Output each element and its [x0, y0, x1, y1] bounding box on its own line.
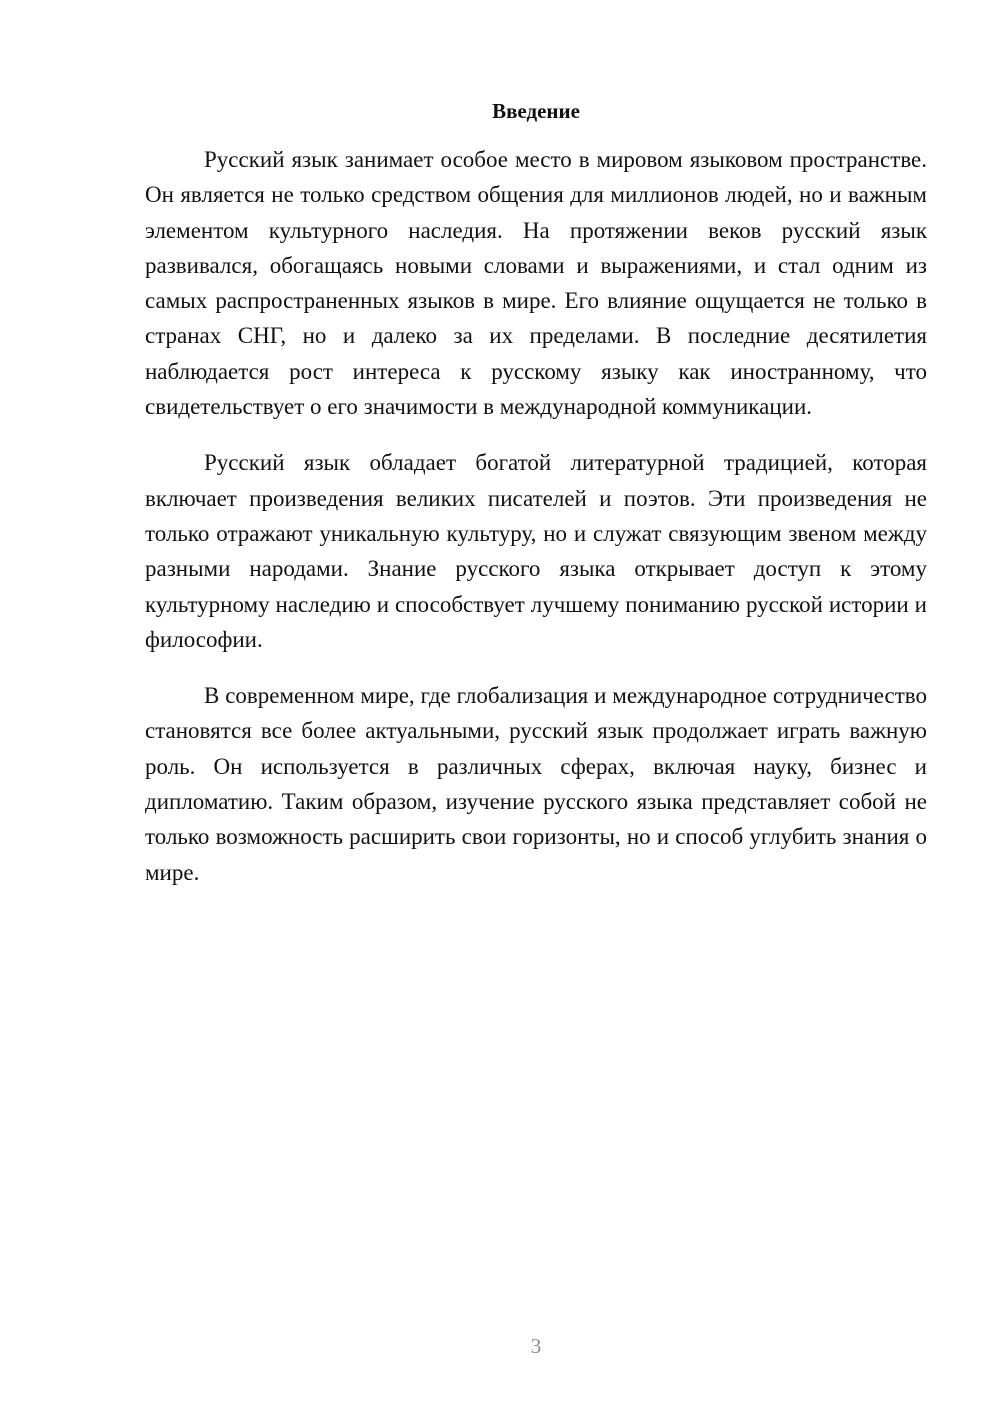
body-text [145, 142, 927, 911]
paragraph-2: Русский язык обладает богатой литературной традицией, которая включает произведения великих писателей и поэтов. Эти произведения не только отражают уникальную культуру, но и служат связующим звеном между разными народами. Знание русского языка открывает доступ к этому культурному наследию и способствует лучшему пониманию русской истории и философии. [145, 450, 927, 652]
section-title: Введение [492, 99, 580, 123]
page-number: 3 [530, 1334, 542, 1358]
paragraph-1: Русский язык занимает особое место в мировом языковом пространстве. Он является не только средством общения для миллионов людей, но и важным элементом культурного наследия. На протяжении веков русский язык развивался, обогащаясь новыми словами и выражениями, и стал одним из самых распространенных языков в мире. Его влияние ощущается не только в странах СНГ, но и далеко за их пределами. В последние десятилетия наблюдается рост интереса к русскому языку как иностранному, что свидетельствует о его значимости в международной коммуникации. [145, 147, 927, 420]
paragraph-3: В современном мире, где глобализация и международное сотрудничество становятся все более актуальными, русский язык продолжает играть важную роль. Он используется в различных сферах, включая науку, бизнес и дипломатию. Таким образом, изучение русского языка представляет собой не только возможность расширить свои горизонты, но и способ углубить знания о мире. [145, 683, 927, 885]
